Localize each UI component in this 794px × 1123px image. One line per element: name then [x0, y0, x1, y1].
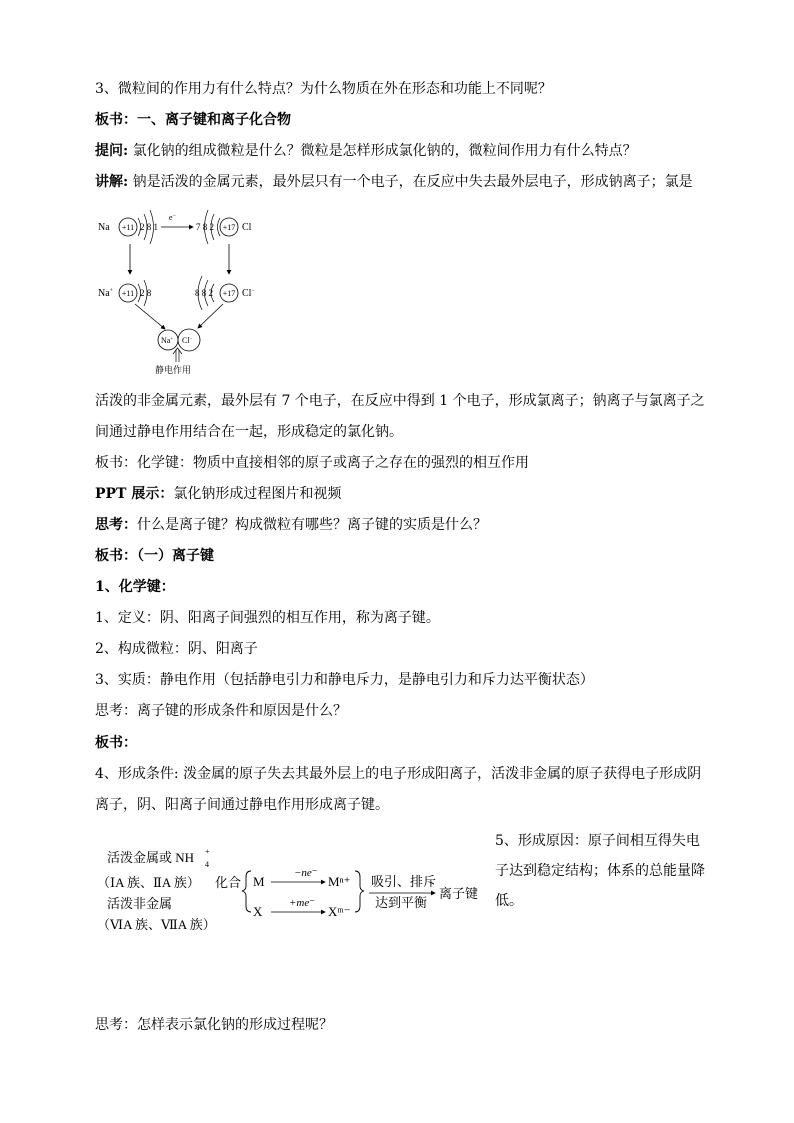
paragraph-1: 活泼的非金属元素，最外层有 7 个电子，在反应中得到 1 个电子，形成氯离子；钠离子与氯离子之 — [95, 393, 705, 409]
cl-symbol: Cl — [242, 222, 252, 233]
group1-label: （ⅠA 族、ⅡA 族） — [97, 875, 200, 890]
cl-ion-shells: 8 8 2 — [195, 288, 213, 298]
condition-line-1: 4、形成条件: 泼金属的原子失去其最外层上的电子形成阳离子，活泼非金属的原子获得电子形成阴 — [95, 766, 702, 782]
x-ion-label: Xᵐ⁻ — [328, 904, 351, 919]
lecture-label: 讲解: — [95, 174, 129, 190]
m-label: M — [253, 874, 265, 889]
think-text: 什么是离子键？构成微粒有哪些？离子键的实质是什么？ — [137, 517, 487, 533]
nonmetal-label: 活泼非金属 — [107, 896, 173, 911]
cl-ion-nucleus-label: +17 — [222, 289, 236, 298]
ionic-bond-formation-scheme — [95, 840, 495, 940]
bond-cl-label: Cl− — [182, 336, 193, 345]
think-line-1 — [95, 515, 487, 535]
x-arrow-label: +me⁻ — [289, 897, 316, 909]
paragraph-2: 间通过静电作用结合在一起，形成稳定的氯化钠。 — [95, 424, 403, 440]
ppt-text: 氯化钠形成过程图片和视频 — [173, 486, 342, 502]
lecture-text: 钠是活泼的金属元素，最外层只有一个电子，在反应中失去最外层电子，形成钠离子；氯是 — [128, 174, 693, 190]
nacl-formation-diagram — [95, 198, 265, 376]
balance-label: 达到平衡 — [375, 895, 428, 910]
board-title: 一、离子键和离子化合物 — [137, 112, 291, 128]
board-heading-1 — [95, 110, 291, 130]
huahe-label: 化合 — [215, 875, 242, 890]
definition-3: 3、实质：静电作用（包括静电引力和静电斥力，是静电引力和斥力达平衡状态） — [95, 672, 594, 688]
na-ion-shells: 2 8 — [140, 288, 152, 298]
question-label: 提问: — [95, 143, 129, 159]
attract-label: 吸引、排斥 — [371, 874, 437, 889]
na-ion-nucleus-label: +11 — [121, 289, 135, 298]
section-heading-chemical-bond: 1、化学键： — [95, 579, 175, 595]
na-nucleus-label: +11 — [121, 223, 135, 232]
think-label: 思考： — [95, 517, 137, 533]
nh4-sub: 4 — [205, 860, 209, 869]
m-arrow-label: −ne⁻ — [294, 867, 318, 879]
electrostatic-label: 静电作用 — [154, 365, 192, 375]
cl-nucleus-label: +17 — [222, 223, 236, 232]
electron-label: e− — [169, 213, 176, 222]
think-line-3: 思考：怎样表示氯化钠的形成过程呢？ — [95, 1017, 333, 1033]
ionic-bond-label: 离子键 — [439, 886, 479, 901]
definition-2: 2、构成微粒：阴、阳离子 — [95, 641, 258, 657]
think-line-2: 思考：离子键的形成条件和原因是什么？ — [95, 703, 347, 719]
condition-line-2: 离子，阴、阳离子间通过静电作用形成离子键。 — [95, 797, 389, 813]
paragraph-3: 板书：化学键：物质中直接相邻的原子或离子之存在的强烈的相互作用 — [95, 455, 529, 471]
nh4-sup: + — [205, 847, 210, 856]
ppt-label: PPT 展示： — [95, 486, 174, 502]
board-label: 板书： — [95, 112, 137, 128]
na-symbol: Na — [98, 222, 110, 233]
cl-ion-symbol: Cl− — [242, 288, 255, 299]
na-shells: 2 8 1 — [140, 222, 158, 232]
board-heading-2: 板书：（一）离子键 — [95, 548, 214, 564]
question-3: 3、微粒间的作用力有什么特点？为什么物质在外在形态和功能上不同呢？ — [95, 81, 552, 97]
group2-label: （ⅥA 族、ⅦA 族） — [97, 917, 216, 932]
definition-1: 1、定义：阴、阳离子间强烈的相互作用，称为离子键。 — [95, 610, 440, 626]
bond-na-label: Na+ — [161, 336, 174, 345]
ppt-line — [95, 484, 341, 504]
formation-reason: 5、形成原因：原子间相互得失电子达到稳定结构；体系的总能量降低。 — [495, 833, 705, 909]
m-ion-label: Mⁿ⁺ — [328, 874, 351, 889]
x-label: X — [253, 904, 263, 919]
metal-label: 活泼金属或 NH — [107, 850, 195, 865]
na-ion-symbol: Na+ — [98, 288, 114, 299]
lecture-line — [95, 172, 693, 192]
board-heading-3: 板书： — [95, 735, 137, 751]
cl-shells: 7 8 2 — [196, 222, 214, 232]
question-line — [95, 141, 637, 161]
question-text: 氯化钠的组成微粒是什么？微粒是怎样形成氯化钠的，微粒间作用力有什么特点？ — [128, 143, 637, 159]
